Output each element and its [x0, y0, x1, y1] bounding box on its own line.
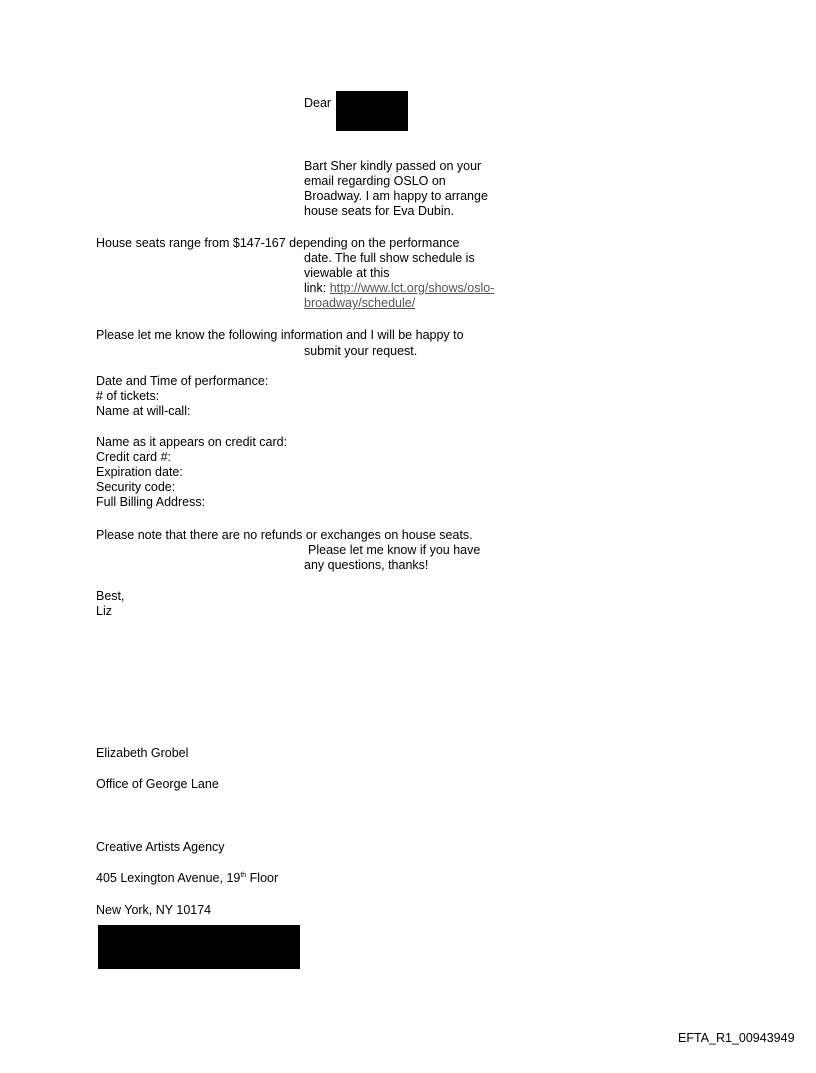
intro-line: Broadway. I am happy to arrange	[304, 189, 488, 203]
note-line: Please note that there are no refunds or exchanges on house seats.	[96, 528, 473, 542]
field-label: # of tickets:	[96, 389, 160, 403]
field-label: Name at will-call:	[96, 404, 191, 418]
signature-city: New York, NY 10174	[96, 903, 212, 917]
signature-office: Office of George Lane	[96, 777, 219, 791]
intro-line: house seats for Eva Dubin.	[304, 204, 455, 218]
signature-address: 405 Lexington Avenue, 19th Floor	[96, 871, 279, 885]
request-line: submit your request.	[304, 344, 418, 358]
redaction-box	[336, 91, 408, 131]
note-line: Please let me know if you have	[308, 543, 481, 557]
closing-text: Best,	[96, 589, 125, 603]
redaction-box	[98, 925, 300, 969]
signature-company: Creative Artists Agency	[96, 840, 225, 854]
field-label: Credit card #:	[96, 450, 172, 464]
schedule-link-line	[304, 281, 494, 296]
price-line: viewable at this	[304, 266, 390, 280]
price-line: date. The full show schedule is	[304, 251, 475, 265]
request-line: Please let me know the following information and I will be happy to	[96, 328, 464, 342]
field-label: Date and Time of performance:	[96, 374, 269, 388]
intro-paragraph	[304, 159, 488, 219]
field-label: Expiration date:	[96, 465, 183, 479]
price-line: House seats range from $147-167 depending on the performance	[96, 236, 460, 250]
payment-fields-group	[96, 435, 287, 510]
greeting-text: Dear	[304, 96, 332, 110]
link-prefix: link:	[304, 281, 330, 295]
price-paragraph	[304, 251, 494, 311]
schedule-link-continued[interactable]: broadway/schedule/	[304, 296, 416, 310]
sender-first-name: Liz	[96, 604, 112, 618]
signature-name: Elizabeth Grobel	[96, 746, 189, 760]
field-label: Name as it appears on credit card:	[96, 435, 288, 449]
closing-block	[96, 589, 125, 619]
note-line: any questions, thanks!	[304, 558, 429, 572]
field-label: Security code:	[96, 480, 176, 494]
field-label: Full Billing Address:	[96, 495, 206, 509]
schedule-link[interactable]: http://www.lct.org/shows/oslo-	[329, 281, 495, 295]
document-id: EFTA_R1_00943949	[678, 1031, 795, 1045]
intro-line: Bart Sher kindly passed on your	[304, 159, 482, 173]
intro-line: email regarding OSLO on	[304, 174, 446, 188]
info-fields-group	[96, 374, 268, 419]
